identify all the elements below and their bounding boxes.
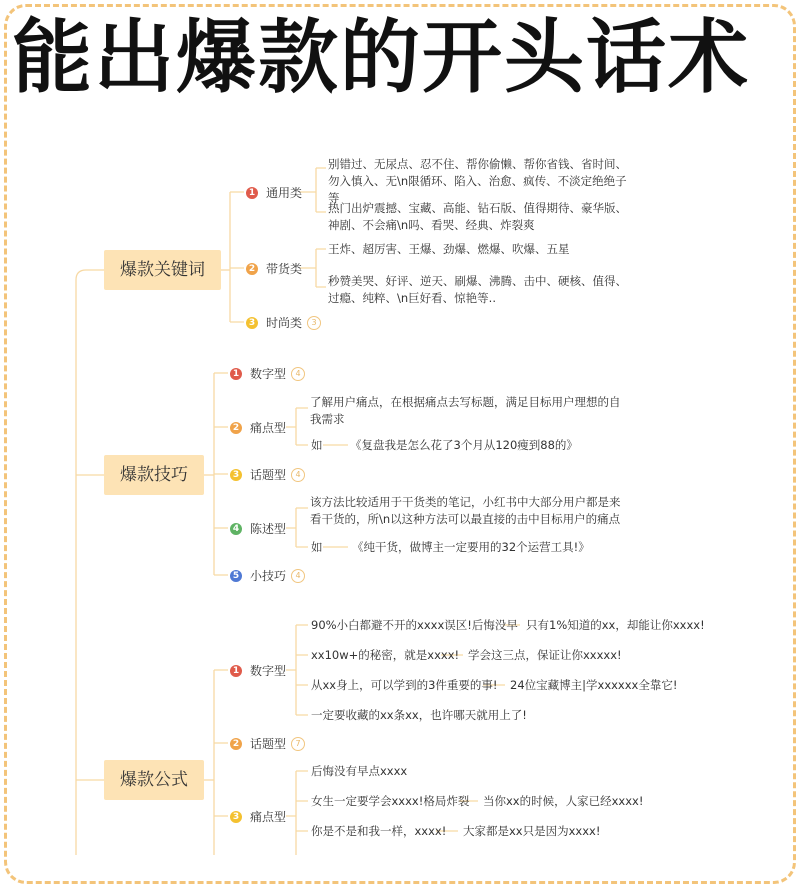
category-tips-small: 5 小技巧 4 [230,567,305,584]
formula-number-2b: 学会这三点，保证让你xxxxx! [468,648,622,662]
formula-number-2a: xx10w+的秘密，就是xxxx! [311,648,460,662]
tips-statement-example-prefix: 如 [311,540,323,554]
category-selling: 2 带货类 [246,260,302,277]
leaf-tips-pain: 了解用户痛点，在根据痛点去写标题，满足目标用户理想的自我需求 [310,395,621,426]
formula-pain-3a: 你是不是和我一样，xxxx! [311,824,447,838]
branch-formula: 爆款公式 [104,760,204,800]
category-formula-pain: 3 痛点型 [230,808,286,825]
formula-number-1b: 只有1%知道的xx，却能让你xxxx! [526,618,705,632]
leaf-general-2: 热门出炉震撼、宝藏、高能、钻石版、值得期待、豪华版、神剧、不会痛\n吗、看哭、经典、炸裂爽 [328,201,627,232]
formula-number-1a: 90%小白都避不开的xxxx误区!后悔没早 [311,618,518,632]
formula-number-3b: 24位宝藏博主|学xxxxxx全靠它! [510,678,678,692]
category-formula-topic: 2 话题型 7 [230,735,305,752]
category-tips-topic: 3 话题型 4 [230,466,305,483]
tips-pain-example: 《复盘我是怎么花了3个月从120瘦到88的》 [350,438,578,452]
leaf-selling-2: 秒赞美哭、好评、逆天、刷爆、沸腾、击中、硬核、值得、过瘾、纯粹、\n巨好看、惊艳等.. [328,274,627,305]
leaf-selling-1: 王炸、超厉害、王爆、劲爆、燃爆、吹爆、五星 [328,242,570,256]
category-tips-number: 1 数字型 4 [230,365,305,382]
formula-pain-3b: 大家都是xx只是因为xxxx! [463,824,601,838]
formula-number-3a: 从xx身上，可以学到的3件重要的事! [311,678,498,692]
branch-tips: 爆款技巧 [104,455,204,495]
category-fashion: 3 时尚类 3 [246,314,321,331]
category-formula-number: 1 数字型 [230,662,286,679]
category-general: 1 通用类 [246,184,302,201]
page-title: 能出爆款的开头话术 [12,11,750,104]
formula-number-4a: 一定要收藏的xx条xx，也许哪天就用上了! [311,708,527,722]
leaf-tips-statement: 该方法比较适用于干货类的笔记，小红书中大部分用户都是来看干货的，所\n以这种方法可以最直接的击中目标用户的痛点 [310,495,621,526]
formula-pain-1a: 后悔没有早点xxxx [311,764,408,778]
tips-statement-example: 《纯干货，做博主一定要用的32个运营工具!》 [352,540,590,554]
category-tips-statement: 4 陈述型 [230,520,286,537]
formula-pain-2b: 当你xx的时候，人家已经xxxx! [483,794,644,808]
category-tips-pain: 2 痛点型 [230,419,286,436]
leaf-general-1: 别错过、无尿点、忍不住、帮你偷懒、帮你省钱、省时间、勿入慎入、无\n限循环、陷入、治愈、疯传、不淡定绝绝子等 [328,157,627,205]
formula-pain-2a: 女生一定要学会xxxx!格局炸裂 [311,794,470,808]
tips-pain-example-prefix: 如 [311,438,323,452]
branch-keywords: 爆款关键词 [104,250,221,290]
